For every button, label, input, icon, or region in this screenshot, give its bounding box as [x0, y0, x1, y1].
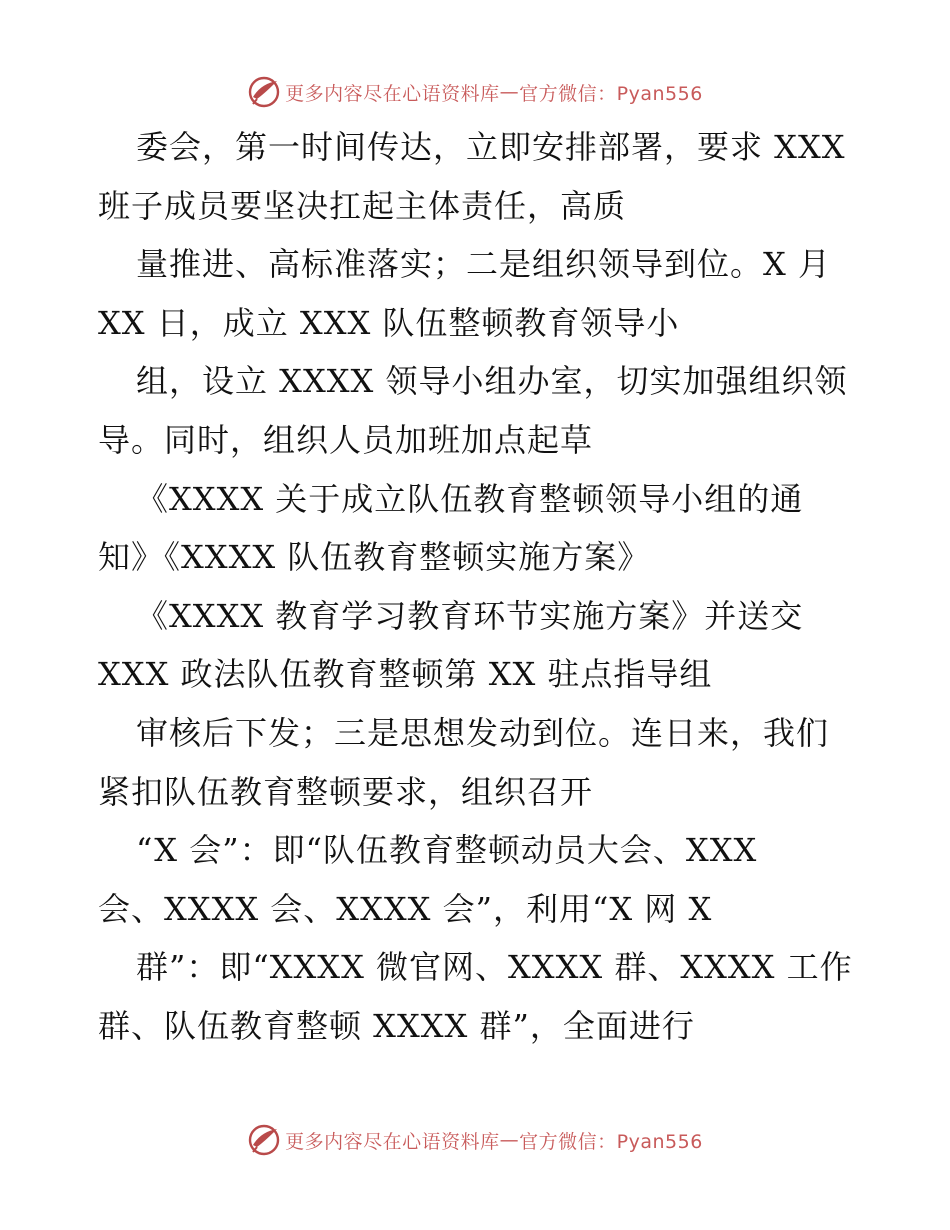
- body-line: 群”：即“XXXX 微官网、XXXX 群、XXXX 工作: [136, 948, 853, 987]
- body-line: 量推进、高标准落实；二是组织领导到位。X 月: [136, 245, 831, 284]
- footer-banner: [0, 1120, 950, 1160]
- quill-pen-logo-icon: [247, 75, 281, 109]
- header-banner-contact: 官方微信：Pyan556: [519, 82, 703, 105]
- quill-pen-logo-icon: [247, 1123, 281, 1157]
- footer-banner-separator: —: [499, 1129, 520, 1151]
- body-line: 知》《XXXX 队伍教育整顿实施方案》: [98, 538, 651, 577]
- body-line: 委会，第一时间传达，立即安排部署，要求 XXX: [136, 128, 846, 166]
- body-line: 审核后下发；三是思想发动到位。连日来，我们: [136, 713, 830, 752]
- body-line: 组，设立 XXXX 领导小组办室，切实加强组织领: [136, 362, 848, 401]
- body-line: 《XXXX 教育学习教育环节实施方案》并送交: [136, 596, 804, 635]
- header-banner-title: 更多内容尽在心语资料库: [285, 82, 500, 105]
- body-line: 群、队伍教育整顿 XXXX 群”，全面进行: [98, 1006, 695, 1045]
- footer-banner-title: 更多内容尽在心语资料库: [285, 1130, 500, 1153]
- header-banner: [0, 72, 950, 112]
- body-line: XXX 政法队伍教育整顿第 XX 驻点指导组: [98, 655, 713, 694]
- body-line: 《XXXX 关于成立队伍教育整顿领导小组的通: [136, 479, 804, 518]
- body-line: 会、XXXX 会、XXXX 会”，利用“X 网 X: [98, 889, 713, 928]
- body-line: 导。同时，组织人员加班加点起草: [98, 420, 594, 459]
- body-line: XX 日，成立 XXX 队伍整顿教育领导小: [98, 303, 680, 342]
- body-line: 班子成员要坚决扛起主体责任，高质: [98, 186, 627, 225]
- document-body: [98, 118, 858, 1056]
- header-banner-separator: —: [499, 81, 520, 103]
- body-line: 紧扣队伍教育整顿要求，组织召开: [98, 772, 594, 811]
- footer-banner-contact: 官方微信：Pyan556: [519, 1130, 703, 1153]
- body-line: “X 会”：即“队伍教育整顿动员大会、XXX: [136, 831, 758, 870]
